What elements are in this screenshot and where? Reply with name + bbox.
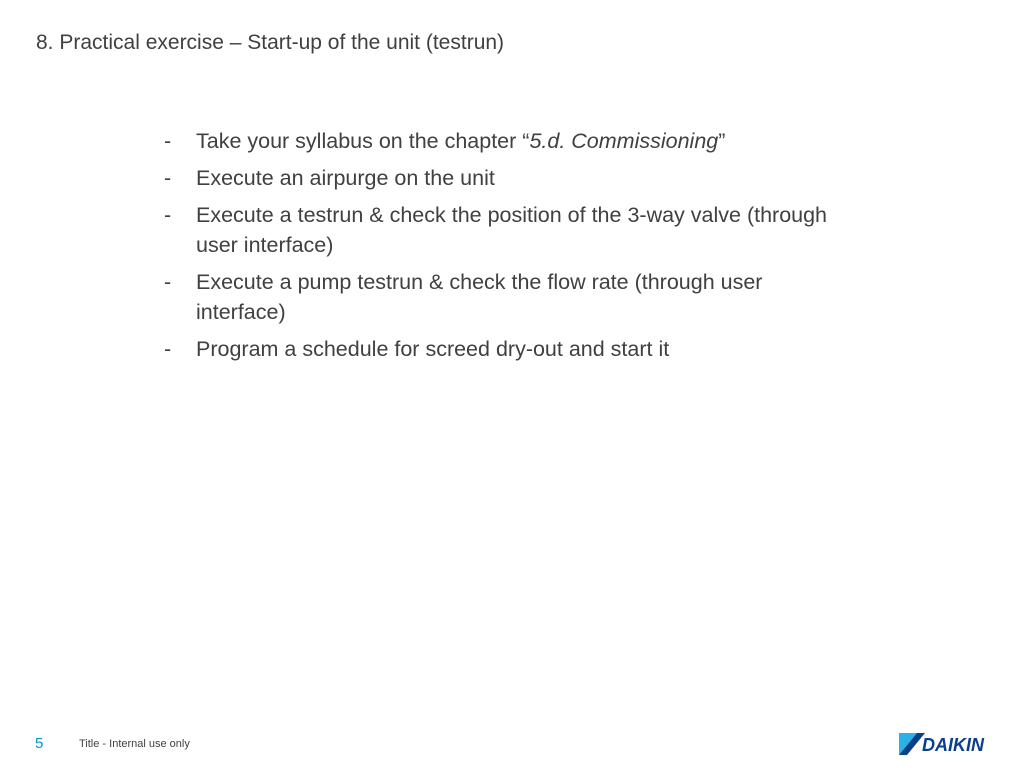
- page-number: 5: [35, 735, 44, 752]
- logo-wordmark: DAIKIN: [922, 735, 984, 755]
- bullet-text: Execute a testrun & check the position of the 3-way valve (through user interface): [196, 203, 828, 257]
- daikin-logo-icon: [898, 731, 1006, 757]
- bullet-dash: -: [164, 270, 172, 294]
- bullet-text: [196, 129, 725, 153]
- list-item: [160, 334, 840, 364]
- bullet-text: Program a schedule for screed dry-out and start it: [196, 337, 670, 361]
- bullet-text-part: Take your syllabus on the chapter “: [196, 129, 530, 153]
- bullet-dash: -: [164, 166, 172, 190]
- bullet-dash: -: [164, 337, 172, 361]
- list-item: [160, 126, 840, 156]
- bullet-dash: -: [164, 129, 172, 153]
- list-item: [160, 163, 840, 193]
- footer-label: Title - Internal use only: [79, 738, 190, 750]
- bullet-text-part: ”: [718, 129, 726, 153]
- bullet-dash: -: [164, 203, 172, 227]
- list-item: [160, 200, 840, 260]
- bullet-text: Execute a pump testrun & check the flow rate (through user interface): [196, 270, 763, 324]
- bullet-text: Execute an airpurge on the unit: [196, 166, 495, 190]
- daikin-logo: [898, 731, 1006, 757]
- bullet-list: [160, 126, 840, 371]
- slide-title: 8. Practical exercise – Start-up of the unit (testrun): [36, 31, 505, 54]
- list-item: [160, 267, 840, 327]
- chapter-reference: 5.d. Commissioning: [529, 129, 719, 153]
